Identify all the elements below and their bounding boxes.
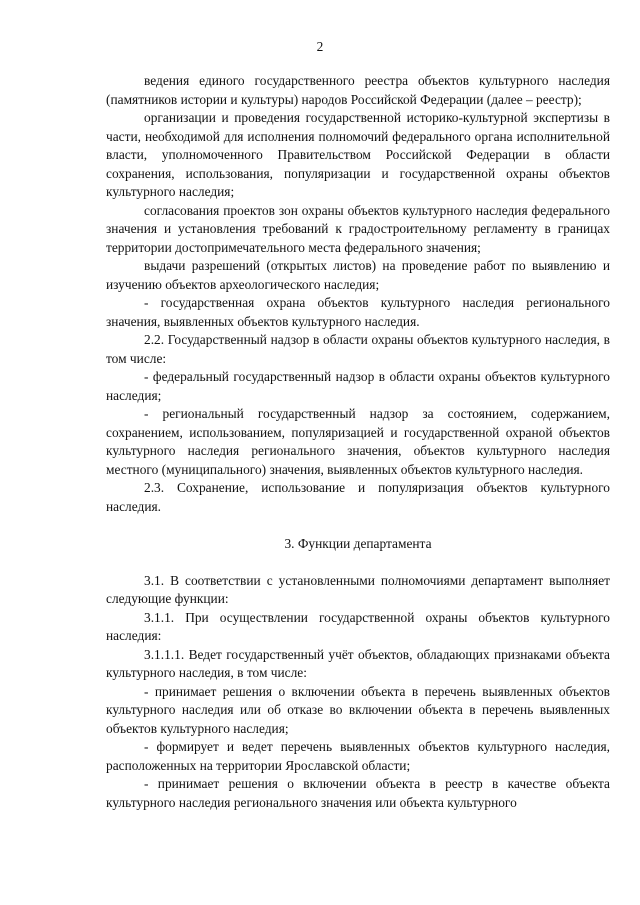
paragraph-include-identified: - принимает решения о включении объекта в перечень выявленных объектов культурного наследия или об отказе во включении объекта в перечень выявленных объектов культурного наследия; [106,683,610,736]
paragraph-permits: выдачи разрешений (открытых листов) на проведение работ по выявлению и изучению объектов археологического наследия; [106,258,610,292]
paragraph-regional-supervision: - региональный государственный надзор за состоянием, содержанием, сохранением, использованием, популяризацией и государственной охраной объектов культурного наследия регионального значения, объектов культурного наследия местного (муниципального) значения, выявленных объектов культурного наследия. [106,406,610,477]
paragraph-expertise: организации и проведения государственной историко-культурной экспертизы в части, необходимой для исполнения полномочий федерального органа исполнительной власти, уполномоченного Правительством Российской Федерации в области сохранения, использования, популяризации и государственной охраны объектов культурного наследия; [106,110,610,199]
paragraph-include-registry: - принимает решения о включении объекта в реестр в качестве объекта культурного наследия регионального значения или объекта культурного [106,776,610,810]
paragraph-forms-list: - формирует и ведет перечень выявленных объектов культурного наследия, расположенных на территории Ярославской области; [106,739,610,773]
paragraph-federal-supervision: - федеральный государственный надзор в области охраны объектов культурного наследия; [106,369,610,403]
paragraph-2-3: 2.3. Сохранение, использование и популяризация объектов культурного наследия. [106,480,610,514]
paragraph-3-1-1-1: 3.1.1.1. Ведет государственный учёт объектов, обладающих признаками объекта культурного наследия, в том числе: [106,646,610,680]
paragraph-2-2: 2.2. Государственный надзор в области охраны объектов культурного наследия, в том числе: [106,332,610,366]
paragraph-state-protection: - государственная охрана объектов культурного наследия регионального значения, выявленных объектов культурного наследия. [106,295,610,329]
page-number: 2 [316,39,324,54]
paragraph-protection-zones: согласования проектов зон охраны объектов культурного наследия федерального значения и установления требований к градостроительному регламенту в границах территории достопримечательного места федерального значения; [106,202,610,255]
paragraph-3-1-1: 3.1.1. При осуществлении государственной охраны объектов культурного наследия: [106,609,610,643]
paragraph-registry: ведения единого государственного реестра объектов культурного наследия (памятников истории и культуры) народов Российской Федерации (далее – реестр); [106,73,610,107]
section-heading: 3. Функции департамента [284,535,432,551]
paragraph-3-1: 3.1. В соответствии с установленными полномочиями департамент выполняет следующие функции: [106,572,610,606]
document-body [106,72,610,812]
